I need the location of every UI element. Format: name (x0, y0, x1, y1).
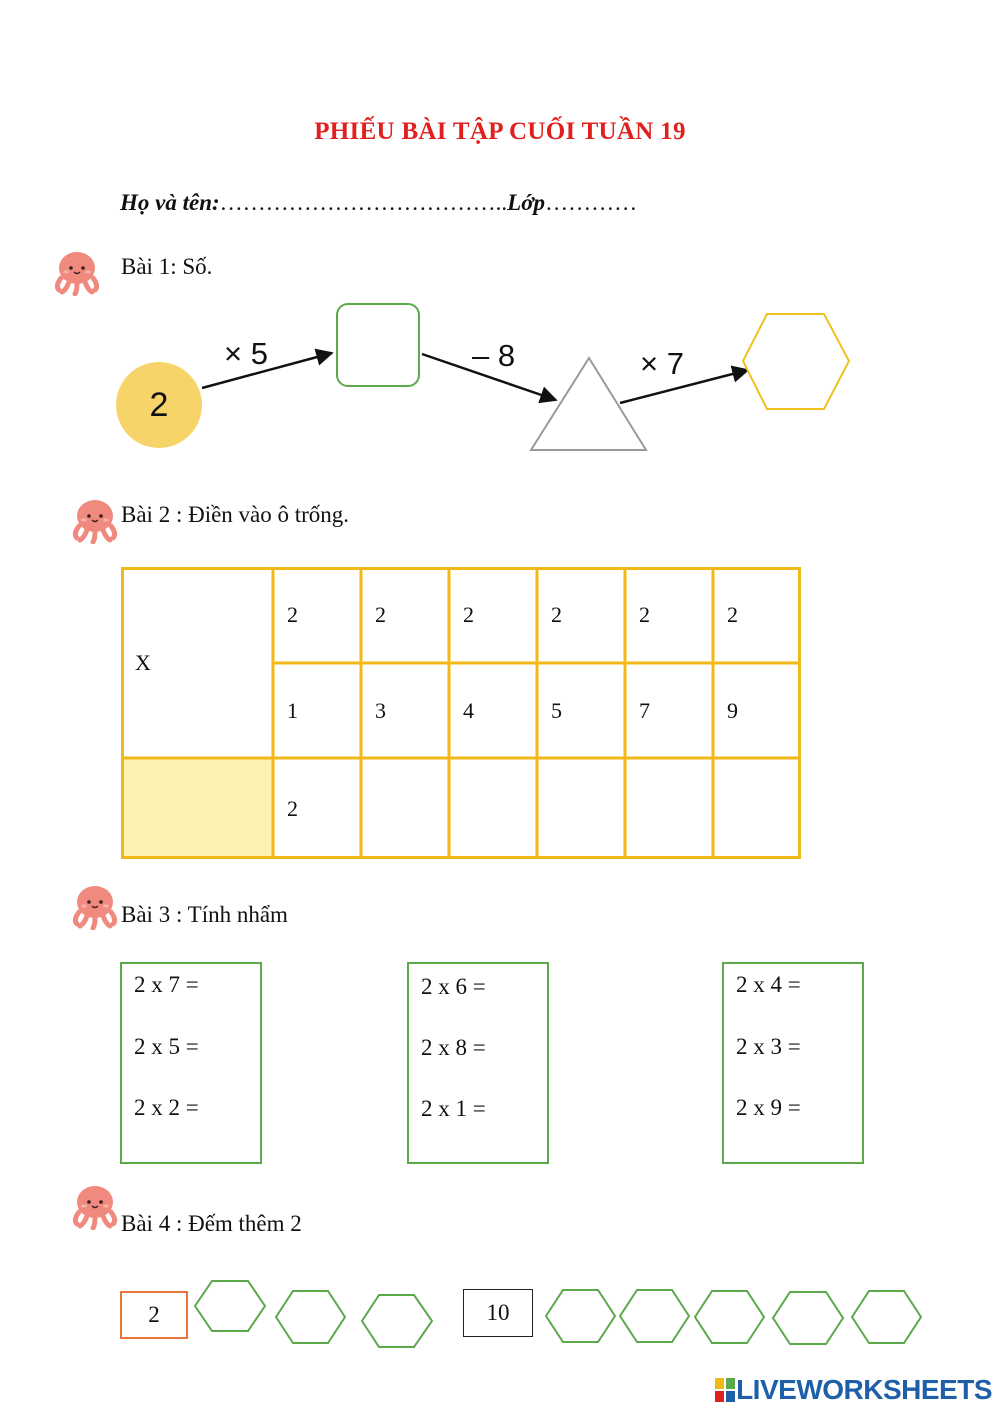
operator-label: X (135, 649, 151, 675)
calc-line[interactable]: 2 x 2 = (134, 1095, 199, 1120)
start-value: 2 (149, 385, 169, 424)
hex-answer-4[interactable] (546, 1290, 615, 1342)
octopus-icon (70, 884, 120, 930)
result-cell[interactable] (449, 758, 537, 859)
factor-b-cell: 3 (375, 697, 386, 723)
triangle-answer[interactable] (531, 358, 646, 450)
name-label: Họ và tên: (120, 190, 220, 215)
calc-line[interactable]: 2 x 7 = (134, 972, 199, 997)
square-answer[interactable] (336, 303, 420, 387)
logo-icon (714, 1376, 736, 1404)
liveworksheets-logo (714, 1374, 992, 1406)
octopus-icon (70, 498, 120, 544)
calc-line[interactable]: 2 x 1 = (421, 1096, 486, 1121)
hex-answer-2[interactable] (276, 1291, 345, 1343)
hex-answer-7[interactable] (773, 1292, 843, 1344)
factor-a-cell: 2 (551, 602, 562, 627)
calc-line[interactable]: 2 x 3 = (736, 1034, 801, 1059)
multiplication-table (121, 567, 801, 859)
hex-answer-1[interactable] (195, 1281, 265, 1331)
op-times-7: × 7 (640, 346, 684, 381)
factor-b-cell: 1 (287, 697, 298, 723)
calc-line[interactable]: 2 x 5 = (134, 1034, 199, 1059)
factor-a-cell: 2 (287, 602, 298, 627)
count-middle-value: 10 (486, 1300, 510, 1325)
class-label: Lớp (507, 190, 546, 215)
factor-a-cell: 2 (463, 602, 474, 627)
result-cell[interactable] (713, 758, 801, 859)
hex-answer-3[interactable] (362, 1295, 432, 1347)
op-times-5: × 5 (224, 336, 268, 371)
calc-box-3 (722, 962, 864, 1164)
hex-answer-6[interactable] (695, 1291, 764, 1343)
bai1-heading: Bài 1: Số. (121, 254, 213, 279)
hex-answer-8[interactable] (852, 1291, 921, 1343)
result-cell[interactable] (537, 758, 625, 859)
op-minus-8: – 8 (472, 338, 516, 373)
calc-line[interactable]: 2 x 4 = (736, 972, 801, 997)
result-cell[interactable] (625, 758, 713, 859)
octopus-icon (70, 1184, 120, 1230)
flow-arrows (0, 290, 1000, 470)
factor-b-cell: 4 (463, 697, 474, 723)
factor-b-cell: 5 (551, 697, 562, 723)
count-hexagons (0, 1270, 1000, 1360)
calc-box-2 (407, 962, 549, 1164)
factor-b-cell: 9 (727, 697, 738, 723)
logo-text: LIVEWORKSHEETS (736, 1374, 992, 1405)
hexagon-answer[interactable] (743, 314, 849, 409)
calc-line[interactable]: 2 x 8 = (421, 1035, 486, 1060)
factor-a-cell: 2 (727, 602, 738, 627)
page-title: PHIẾU BÀI TẬP CUỐI TUẦN 19 (314, 118, 686, 145)
result-cell[interactable] (361, 758, 449, 859)
factor-a-cell: 2 (375, 602, 386, 627)
name-field[interactable]: ……………………………….. (219, 190, 508, 215)
class-field[interactable]: ………… (545, 190, 638, 215)
name-class-line (120, 190, 637, 216)
bai4-heading: Bài 4 : Đếm thêm 2 (121, 1211, 302, 1236)
result-cell: 2 (287, 795, 298, 821)
factor-b-cell: 7 (639, 697, 650, 723)
calc-line[interactable]: 2 x 9 = (736, 1095, 801, 1120)
calc-box-1 (120, 962, 262, 1164)
bai2-heading: Bài 2 : Điền vào ô trống. (121, 502, 350, 527)
hex-answer-5[interactable] (620, 1290, 689, 1342)
factor-a-cell: 2 (639, 602, 650, 627)
count-start-value: 2 (148, 1302, 160, 1327)
bai3-heading: Bài 3 : Tính nhẩm (121, 902, 288, 927)
calc-line[interactable]: 2 x 6 = (421, 974, 486, 999)
